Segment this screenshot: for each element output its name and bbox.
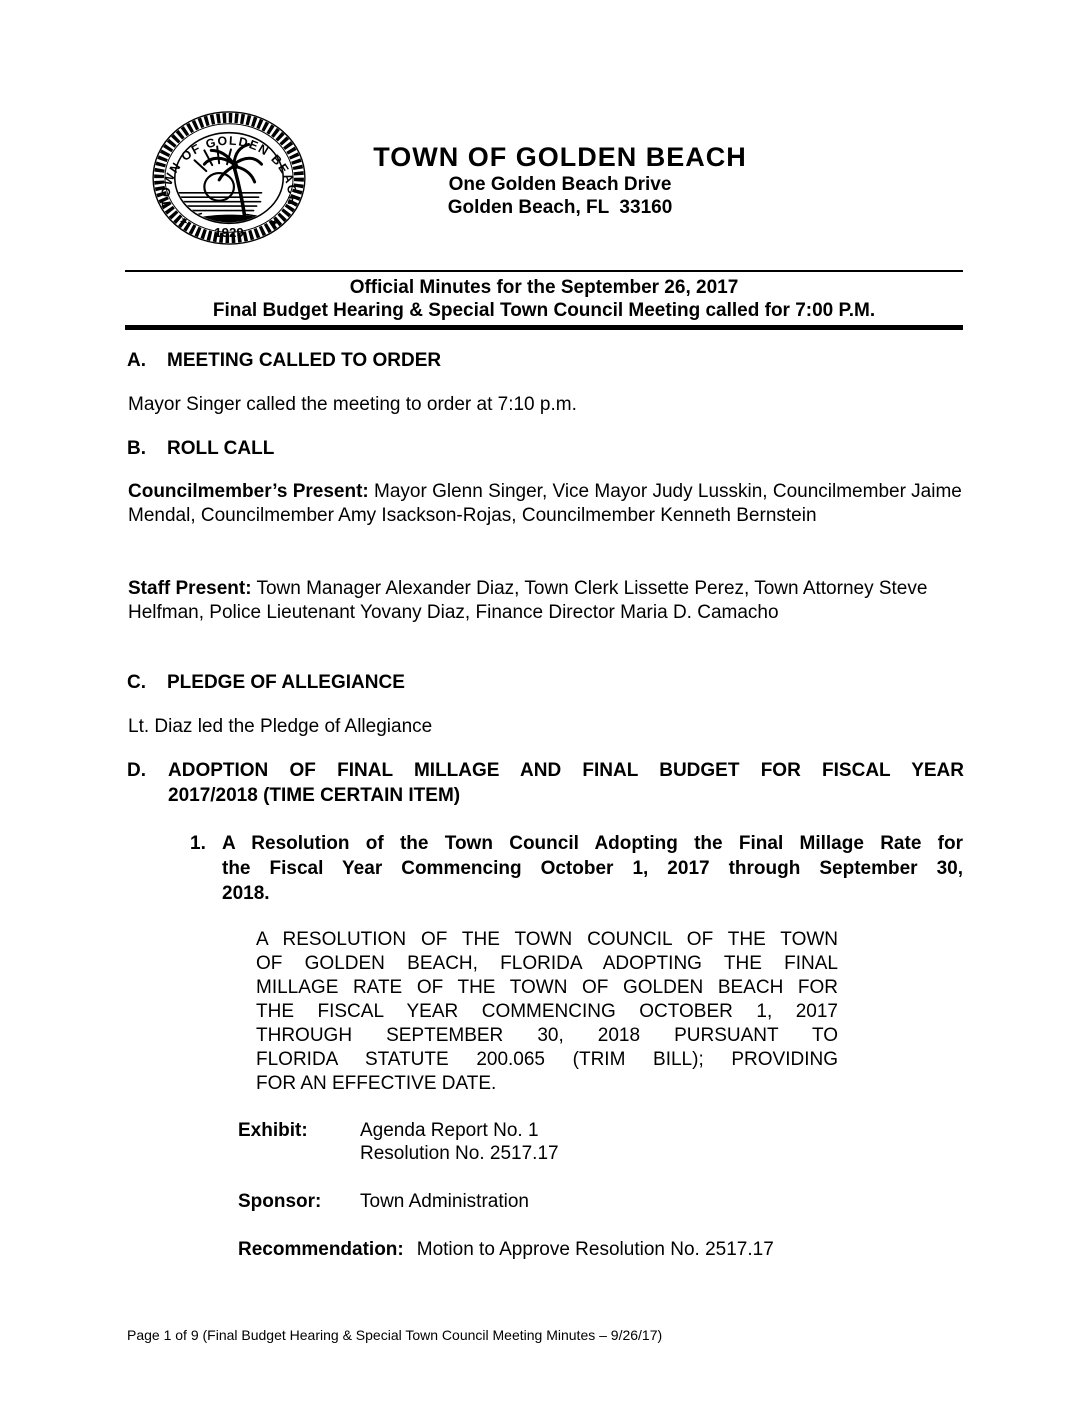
section-b-heading [127, 437, 274, 461]
text-line: FOR AN EFFECTIVE DATE. [256, 1073, 497, 1094]
section-d-title [168, 758, 964, 808]
section-c-title: PLEDGE OF ALLEGIANCE [167, 672, 405, 693]
section-d-heading [127, 758, 964, 808]
staff-present-paragraph [128, 577, 964, 624]
seal-ring-text: TOWN OF GOLDEN BEACH [158, 133, 300, 208]
seal-year: 1929 [214, 225, 244, 241]
staff-present-names: Town Manager Alexander Diaz, Town Clerk Lissette Perez, Town Attorney Steve Helfman, Police Lieutenant Yovany Diaz, Finance Director Maria D. Camacho [128, 578, 928, 623]
recommendation-label: Recommendation: [238, 1239, 404, 1260]
resolution-text [256, 928, 838, 1096]
text-line: FLORIDA STATUTE 200.065 (TRIM BILL); PROVIDING [256, 1049, 838, 1070]
councilmembers-present-paragraph [128, 480, 964, 527]
text-line: A Resolution of the Town Council Adopting the Final Millage Rate for [222, 833, 963, 854]
text-line: A RESOLUTION OF THE TOWN COUNCIL OF THE TOWN [256, 929, 838, 950]
exhibit-value-2: Resolution No. 2517.17 [360, 1143, 559, 1164]
text-line: 2018. [222, 883, 270, 904]
text-line: ADOPTION OF FINAL MILLAGE AND FINAL BUDGET FOR FISCAL YEAR [168, 760, 964, 781]
text-line: MILLAGE RATE OF THE TOWN OF GOLDEN BEACH FOR [256, 977, 838, 998]
address-line-1: One Golden Beach Drive [448, 174, 672, 195]
exhibit-row [238, 1119, 559, 1165]
seal-star-left-icon: ★ [177, 214, 191, 230]
section-a-body: Mayor Singer called the meeting to order at 7:10 p.m. [128, 394, 577, 415]
sponsor-label: Sponsor: [238, 1191, 322, 1212]
councilmembers-present-names: Mayor Glenn Singer, Vice Mayor Judy Lusskin, Councilmember Jaime Mendal, Councilmember Amy Isackson-Rojas, Councilmember Kenneth Bernstein [128, 481, 962, 526]
text-line: THE FISCAL YEAR COMMENCING OCTOBER 1, 2017 [256, 1001, 838, 1022]
letterhead [368, 142, 752, 219]
minutes-title-line-1: Official Minutes for the September 26, 2017 [349, 277, 739, 298]
minutes-title-bar [125, 270, 963, 330]
exhibit-values [360, 1119, 559, 1165]
section-a-heading [127, 349, 441, 373]
text-line: 2017/2018 (TIME CERTAIN ITEM) [168, 785, 461, 806]
town-name: TOWN OF GOLDEN BEACH [373, 142, 747, 172]
section-b-title: ROLL CALL [167, 438, 275, 459]
town-seal-icon [150, 109, 308, 247]
minutes-title-line-2: Final Budget Hearing & Special Town Council Meeting called for 7:00 P.M. [212, 300, 876, 321]
text-line: the Fiscal Year Commencing October 1, 2017 through September 30, [222, 858, 963, 879]
page-footer: Page 1 of 9 (Final Budget Hearing & Special Town Council Meeting Minutes – 9/26/17) [127, 1327, 663, 1343]
staff-present-label: Staff Present: [128, 578, 252, 599]
sponsor-row [238, 1190, 529, 1213]
exhibit-label: Exhibit: [238, 1120, 308, 1141]
section-a-letter: A. [127, 350, 146, 371]
section-b-letter: B. [127, 438, 146, 459]
sponsor-value: Town Administration [360, 1191, 529, 1212]
exhibit-value-1: Agenda Report No. 1 [360, 1120, 539, 1141]
agenda-item-1-title [222, 831, 963, 906]
section-a-title: MEETING CALLED TO ORDER [167, 350, 442, 371]
section-c-body: Lt. Diaz led the Pledge of Allegiance [128, 716, 433, 737]
address-line-2: Golden Beach, FL 33160 [447, 197, 673, 218]
agenda-item-1-number: 1. [190, 833, 206, 854]
section-c-letter: C. [127, 672, 146, 693]
agenda-item-1 [190, 831, 963, 906]
text-line: OF GOLDEN BEACH, FLORIDA ADOPTING THE FINAL [256, 953, 838, 974]
section-c-heading [127, 671, 405, 695]
section-d-letter: D. [127, 760, 146, 781]
recommendation-row [238, 1238, 774, 1261]
recommendation-value: Motion to Approve Resolution No. 2517.17 [416, 1239, 774, 1260]
councilmembers-present-label: Councilmember’s Present: [128, 481, 369, 502]
seal-star-right-icon: ★ [267, 215, 281, 231]
text-line: THROUGH SEPTEMBER 30, 2018 PURSUANT TO [256, 1025, 838, 1046]
